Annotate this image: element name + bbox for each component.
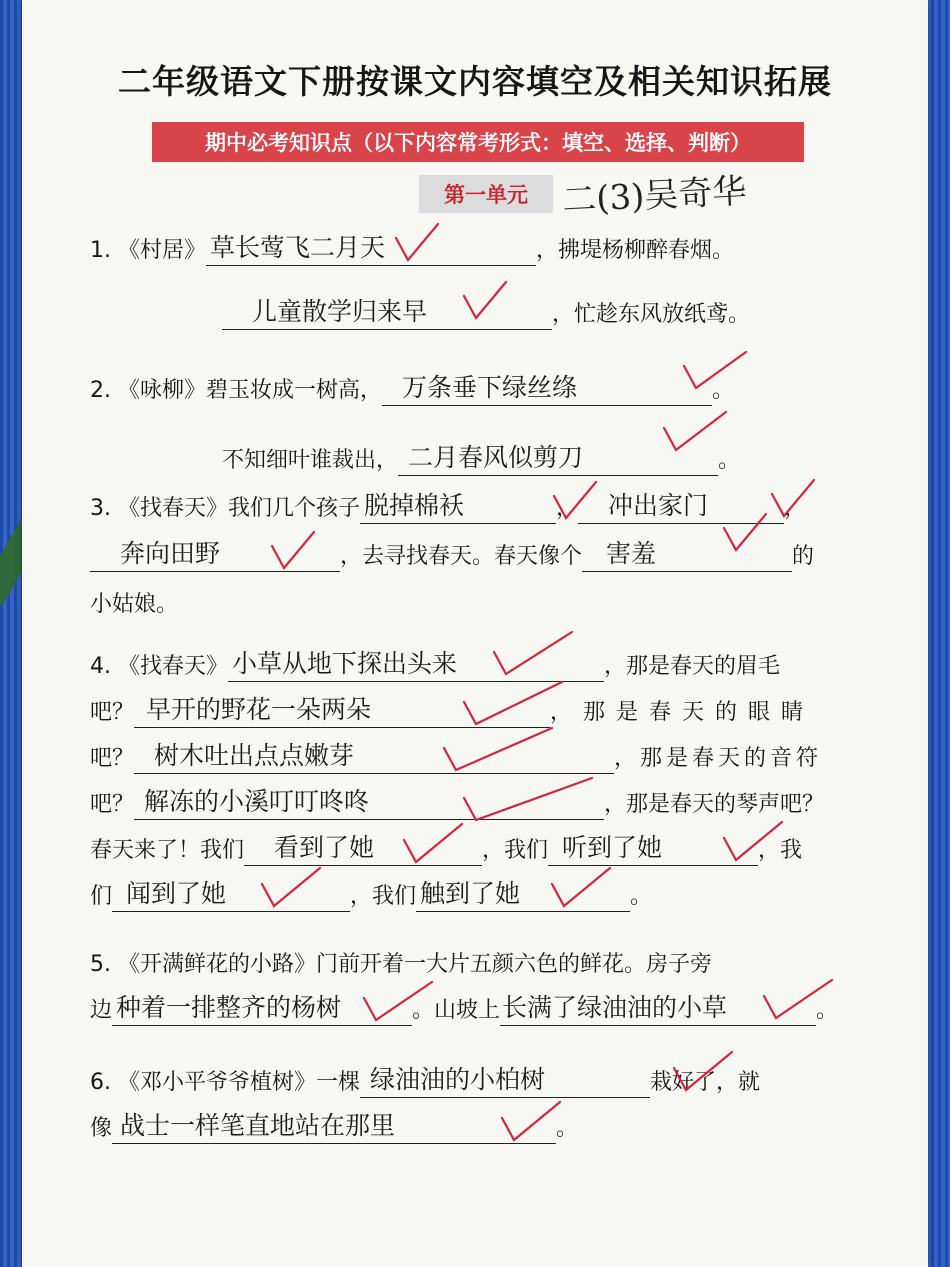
q2-text-d: 。 <box>718 448 741 473</box>
q5-line1: 5. 《开满鲜花的小路》门前开着一大片五颜六色的鲜花。房子旁 <box>90 952 712 977</box>
q4-text-m: ，我们 <box>350 884 417 909</box>
check-mark-icon <box>362 980 406 1010</box>
q6-text-b: 栽好了，就 <box>649 1070 760 1095</box>
q2-answer1: 万条垂下绿丝绦 <box>401 373 577 402</box>
check-mark-icon <box>722 820 766 850</box>
q4-line4 <box>90 787 825 820</box>
q2-blank2[interactable] <box>398 443 718 476</box>
check-mark-icon <box>402 822 446 852</box>
q4-answer3: 树木吐出点点嫩芽 <box>154 741 355 770</box>
q2-line1 <box>90 373 734 406</box>
check-mark-icon <box>722 512 766 542</box>
check-mark-icon <box>762 978 806 1008</box>
q5-text-b: 。山坡上 <box>412 998 501 1023</box>
check-mark-icon <box>770 478 814 508</box>
q5-answer1: 种着一排整齐的杨树 <box>116 993 342 1022</box>
q4-blank7[interactable] <box>112 879 350 912</box>
q4-text-i: 春天来了！我们 <box>90 838 245 863</box>
q4-blank5[interactable] <box>244 833 482 866</box>
q5-text: 边 <box>90 998 113 1023</box>
student-name: 二(3)吴奇华 <box>561 171 748 221</box>
q4-text: 4. 《找春天》 <box>90 654 228 679</box>
q2-answer2: 二月春风似剪刀 <box>408 443 584 472</box>
q3-answer4: 害羞 <box>606 539 657 568</box>
check-mark-icon <box>462 776 506 806</box>
q4-text-f: ，那是春天的音符 <box>614 746 823 771</box>
q4-blank1[interactable] <box>228 649 604 682</box>
q5-answer2: 长满了绿油油的小草 <box>502 993 728 1022</box>
q4-blank3[interactable] <box>134 741 614 774</box>
q3-text-e: 的 <box>792 544 815 569</box>
q2-blank1[interactable] <box>382 373 712 406</box>
q3-line1 <box>90 491 807 524</box>
q3-text-d: ，去寻找春天。春天像个 <box>340 544 583 569</box>
check-mark-icon <box>492 630 536 660</box>
q6-text: 6. 《邓小平爷爷植树》一棵 <box>90 1070 360 1095</box>
q4-text-h: ，那是春天的琴声吧？ <box>604 792 825 817</box>
q4-line5 <box>90 833 803 866</box>
q6-line1 <box>90 1065 760 1098</box>
q4-answer1: 小草从地下探出头来 <box>231 649 457 678</box>
q3-text-b: ， <box>555 496 578 521</box>
q3-text: 3. 《找春天》我们几个孩子 <box>90 496 360 521</box>
q4-text-k: ，我 <box>758 838 803 863</box>
q4-text-g: 吧？ <box>90 792 135 817</box>
q3-line3: 小姑娘。 <box>90 592 179 617</box>
q6-answer1: 绿油油的小柏树 <box>369 1065 545 1094</box>
check-mark-icon <box>260 866 304 896</box>
q4-answer4: 解冻的小溪叮叮咚咚 <box>144 787 370 816</box>
q4-line2 <box>90 695 815 728</box>
q3-blank4[interactable] <box>582 539 792 572</box>
check-mark-icon <box>662 410 706 440</box>
q1-text: 1. 《村居》 <box>90 238 206 263</box>
q4-text-e: 吧？ <box>90 746 135 771</box>
check-mark-icon <box>462 680 506 710</box>
q4-blank4[interactable] <box>134 787 604 820</box>
check-mark-icon <box>462 280 506 310</box>
q4-answer2: 早开的野花一朵两朵 <box>146 695 372 724</box>
q2-text: 2. 《咏柳》碧玉妆成一树高， <box>90 378 382 403</box>
q4-answer6: 听到了她 <box>562 833 663 862</box>
check-mark-icon <box>550 866 594 896</box>
check-mark-icon <box>500 1100 544 1130</box>
q6-blank1[interactable] <box>360 1065 650 1098</box>
q4-answer8: 触到了她 <box>420 879 521 908</box>
q4-text-c: 吧？ <box>90 700 135 725</box>
check-mark-icon <box>682 350 726 380</box>
check-mark-icon <box>672 1050 716 1080</box>
q3-answer1: 脱掉棉袄 <box>363 491 464 520</box>
q1-text-b: ，拂堤杨柳醉春烟。 <box>535 238 734 263</box>
q4-line1 <box>90 649 780 682</box>
q6-blank2[interactable] <box>112 1111 556 1144</box>
page-title: 二年级语文下册按课文内容填空及相关知识拓展 <box>118 62 832 101</box>
q4-text-j: ，我们 <box>482 838 549 863</box>
q3-blank1[interactable] <box>360 491 556 524</box>
q4-blank8[interactable] <box>416 879 630 912</box>
q4-text-b: ，那是春天的眉毛 <box>603 654 780 679</box>
check-mark-icon <box>442 726 486 756</box>
q1-answer2: 儿童散学归来早 <box>252 297 428 326</box>
q1-blank1[interactable] <box>206 233 536 266</box>
q3-line2 <box>90 539 815 572</box>
q5-line2 <box>90 993 839 1026</box>
q4-text-l: 们 <box>90 884 113 909</box>
q2-text-b: 。 <box>711 378 734 403</box>
q6-answer2: 战士一样笔直地站在那里 <box>120 1111 396 1140</box>
q4-text-d: ，那是春天的眼睛 <box>550 700 815 725</box>
q6-text-d: 。 <box>556 1116 579 1141</box>
q4-answer7: 闻到了她 <box>126 879 227 908</box>
unit-label: 第一单元 <box>419 175 553 213</box>
q1-text-c: ，忙趁东风放纸鸢。 <box>552 302 751 327</box>
q2-line2 <box>222 443 741 476</box>
q5-text-c: 。 <box>816 998 839 1023</box>
q6-text-c: 像 <box>90 1116 113 1141</box>
check-mark-icon <box>552 480 596 510</box>
worksheet <box>22 0 928 1267</box>
q4-answer5: 看到了她 <box>274 833 375 862</box>
q3-answer3: 奔向田野 <box>120 539 221 568</box>
q1-answer1: 草长莺飞二月天 <box>209 233 385 262</box>
q4-text-n: 。 <box>630 884 653 909</box>
q3-answer2: 冲出家门 <box>608 491 709 520</box>
q3-text-c: ， <box>784 496 807 521</box>
check-mark-icon <box>394 222 438 252</box>
banner: 期中必考知识点（以下内容常考形式：填空、选择、判断） <box>152 122 804 162</box>
check-mark-icon <box>270 530 314 560</box>
q2-text-c: 不知细叶谁裁出， <box>222 448 399 473</box>
